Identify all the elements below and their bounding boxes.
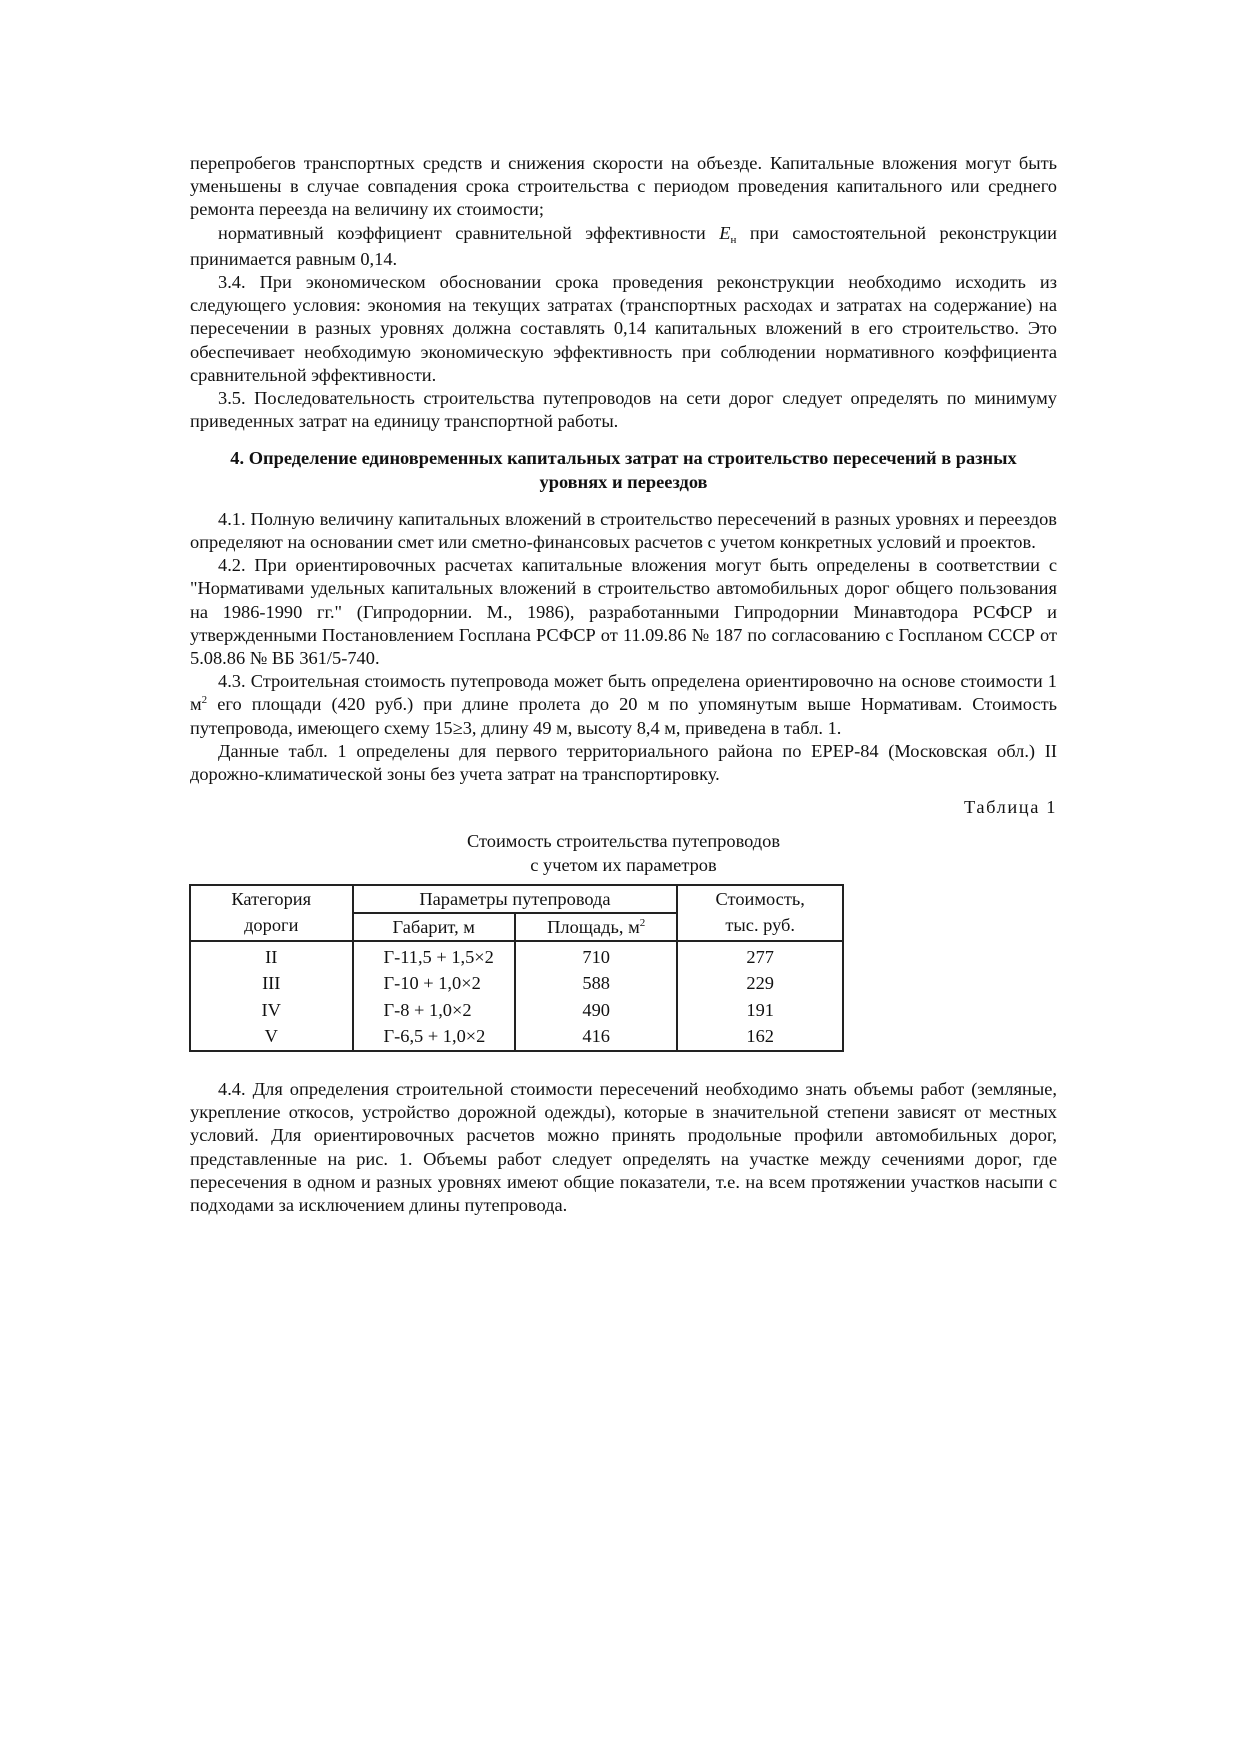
table-caption-line: с учетом их параметров — [530, 854, 717, 875]
header-category — [190, 885, 353, 941]
coefficient-symbol: E — [719, 222, 731, 243]
cell-gabarit: Г-10 + 1,0×2 — [353, 970, 515, 997]
cell-area: 490 — [515, 997, 677, 1024]
header-parameters: Параметры путепровода — [353, 885, 678, 913]
section-heading-4: 4. Определение единовременных капитальных затрат на строительство пересечений в разных уровнях и переездов — [230, 448, 1017, 492]
header-text: Категория — [231, 888, 312, 909]
paragraph-text: его площади (420 руб.) при длине пролета до 20 м по упомянутым выше Нормативам. Стоимость путепровода, имеющего схему 15≥3, длину 49 м, высоту 8,4 м, приведена в табл. 1. — [190, 694, 1057, 738]
header-text: тыс. руб. — [725, 914, 796, 935]
paragraph-3-4: 3.4. При экономическом обосновании срока проведения реконструкции необходимо исходить из следующего условия: экономия на текущих затратах (транспортных расходах и затратах на содержание) на пересечении в разных уровнях должна составлять 0,14 капитальных вложений в его строительство. Это обеспечивает необходимую экономическую эффективность при соблюдении нормативного коэффициента сравнительной эффективности. — [190, 272, 1057, 385]
table-number-label: Таблица 1 — [963, 797, 1057, 818]
paragraph-4-4: 4.4. Для определения строительной стоимости пересечений необходимо знать объемы работ (земляные, укрепление откосов, устройство дорожной одежды), которые в значительной степени зависят от местных условий. Для ориентировочных расчетов можно принять продольные профили автомобильных дорог, представленные на рис. 1. Объемы работ следует определять на участке между сечениями дорог, где пересечения в одном и разных уровнях имеют общие показатели, т.е. на всем протяжении участков насыпи с подходами за исключением длины путепровода. — [190, 1078, 1057, 1215]
header-text: Стоимость, — [715, 888, 805, 909]
cell-gabarit: Г-8 + 1,0×2 — [353, 997, 515, 1024]
page-content — [190, 152, 1057, 1217]
table-row — [190, 1023, 843, 1051]
table-row — [190, 997, 843, 1024]
cell-category: III — [190, 970, 353, 997]
cell-cost: 277 — [677, 941, 843, 971]
paragraph-text: 4.3. Строительная стоимость путепровода может быть определена ориентировочно на основе стоимости 1 м — [190, 671, 1057, 715]
cell-cost: 162 — [677, 1023, 843, 1051]
superscript: 2 — [201, 694, 208, 707]
paragraph-4-3 — [190, 670, 1057, 740]
cell-category: V — [190, 1023, 353, 1051]
paragraph-4-1: 4.1. Полную величину капитальных вложений в строительство пересечений в разных уровнях и переездов определяют на основании смет или сметно-финансовых расчетов с учетом конкретных условий и проектов. — [190, 508, 1057, 553]
header-text: дороги — [244, 914, 299, 935]
header-gabarit: Габарит, м — [353, 913, 515, 941]
paragraph-table-note: Данные табл. 1 определены для первого территориального района по ЕРЕР-84 (Московская обл.) II дорожно-климатической зоны без учета затрат на транспортировку. — [190, 740, 1057, 785]
paragraph-normative-coefficient — [190, 222, 1057, 271]
table-caption — [190, 830, 1057, 876]
cell-gabarit: Г-6,5 + 1,0×2 — [353, 1023, 515, 1051]
table-row — [190, 970, 843, 997]
paragraph-text: нормативный коэффициент сравнительной эффективности — [218, 222, 720, 243]
cell-category: II — [190, 941, 353, 971]
header-cost — [677, 885, 843, 941]
coefficient-subscript: н — [730, 233, 737, 246]
paragraph-text: при самостоятельной реконструкции принимается равным 0,14. — [190, 222, 1057, 269]
cell-area: 588 — [515, 970, 677, 997]
cost-table — [189, 884, 844, 1052]
paragraph-continuation: перепробегов транспортных средств и снижения скорости на объезде. Капитальные вложения могут быть уменьшены в случае совпадения срока строительства с периодом проведения капитального или среднего ремонта переезда на величину их стоимости; — [190, 153, 1057, 220]
superscript: 2 — [639, 916, 646, 929]
header-text: Площадь, м — [547, 916, 640, 937]
table-row — [190, 941, 843, 971]
cell-area: 710 — [515, 941, 677, 971]
paragraph-3-5: 3.5. Последовательность строительства путепроводов на сети дорог следует определять по минимуму приведенных затрат на единицу транспортной работы. — [190, 388, 1057, 432]
cell-category: IV — [190, 997, 353, 1024]
paragraph-4-2: 4.2. При ориентировочных расчетах капитальные вложения могут быть определены в соответствии с "Нормативами удельных капитальных вложений в строительство автомобильных дорог общего пользования на 1986-1990 гг." (Гипродорнии. М., 1986), разработанными Гипродорнии Минавтодора РСФСР и утвержденными Постановлением Госплана РСФСР от 11.09.86 № 187 по согласованию с Госпланом СССР от 5.08.86 № ВБ 361/5-740. — [190, 555, 1057, 669]
cell-gabarit: Г-11,5 + 1,5×2 — [353, 941, 515, 971]
table-caption-line: Стоимость строительства путепроводов — [466, 831, 781, 852]
cell-cost: 191 — [677, 997, 843, 1024]
header-area — [515, 913, 677, 941]
cell-cost: 229 — [677, 970, 843, 997]
cell-area: 416 — [515, 1023, 677, 1051]
